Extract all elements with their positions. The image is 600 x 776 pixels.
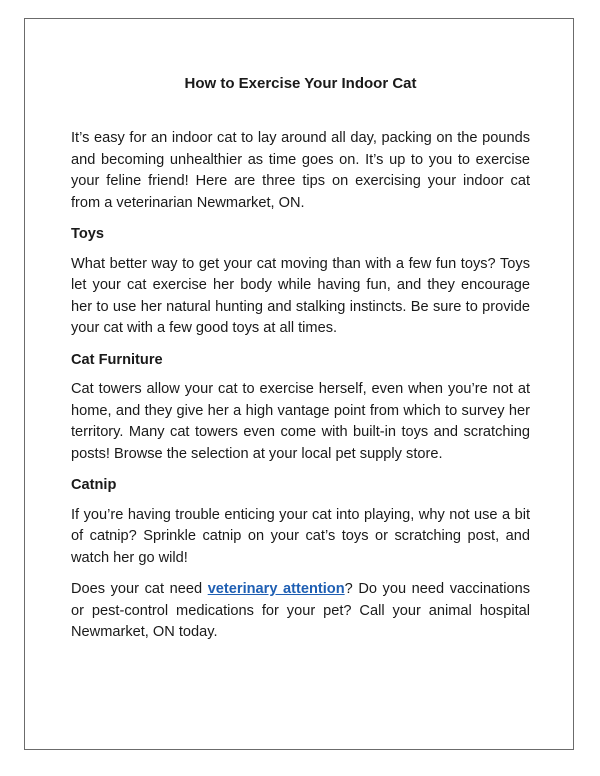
- closing-text-before-link: Does your cat need: [71, 581, 208, 597]
- document-body: [71, 74, 530, 654]
- veterinary-attention-link[interactable]: veterinary attention: [207, 581, 345, 597]
- closing-text-after-link: ? Do you need vaccinations or pest-control medications for your pet? Call your animal hospital Newmarket, ON today.: [71, 581, 530, 640]
- section-heading-toys: Toys: [71, 226, 104, 242]
- section-heading-catnip: Catnip: [71, 477, 117, 493]
- section-heading-cat-furniture: Cat Furniture: [71, 351, 163, 368]
- intro-paragraph: It’s easy for an indoor cat to lay around all day, packing on the pounds and becoming unhealthier as time goes on. It’s up to you to exercise your feline friend! Here are three tips on exercising your indoor cat from a veterinarian Newmarket, ON.: [71, 130, 530, 211]
- section-body-catnip: If you’re having trouble enticing your cat into playing, why not use a bit of catnip? Sprinkle catnip on your cat’s toys or scratching post, and watch her go wild!: [71, 506, 530, 566]
- document-title: How to Exercise Your Indoor Cat: [184, 75, 417, 92]
- closing-paragraph: [71, 579, 530, 644]
- section-body-toys: What better way to get your cat moving than with a few fun toys? Toys let your cat exercise her body while having fun, and they encourage her to use her natural hunting and stalking instincts. Be sure to provide your cat with a few good toys at all times.: [71, 255, 530, 336]
- section-body-cat-furniture: Cat towers allow your cat to exercise herself, even when you’re not at home, and they give her a high vantage point from which to survey her territory. Many cat towers even come with built-in toys and scratching posts! Browse the selection at your local pet supply store.: [71, 381, 530, 462]
